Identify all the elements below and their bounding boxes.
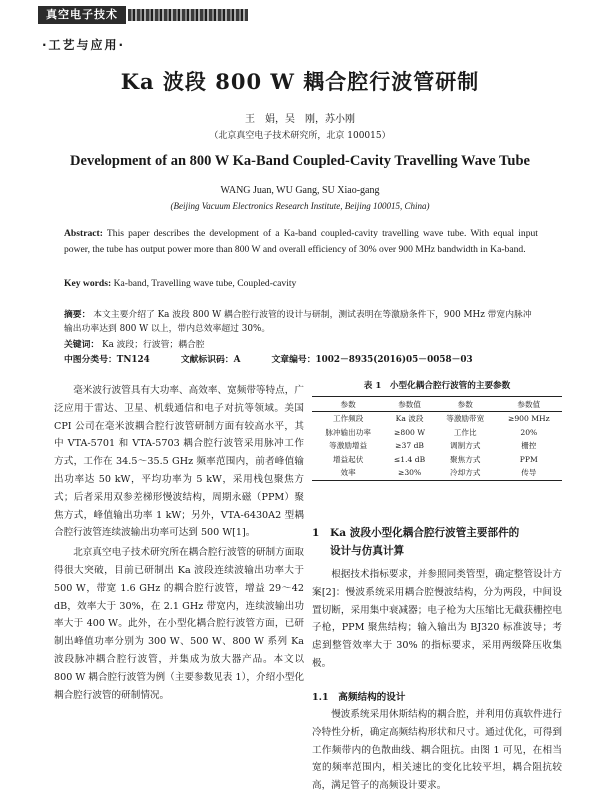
table-cell: 效率 — [340, 468, 356, 478]
subsection-heading: 1.1 高频结构的设计 — [312, 692, 406, 703]
table-cell: 20% — [520, 427, 538, 437]
table-row — [312, 412, 562, 426]
table-cell: 等激励增益 — [329, 441, 368, 451]
table-cell: ≥800 W — [394, 427, 426, 437]
table-cell: 冷却方式 — [450, 468, 481, 478]
table-header: 参数值 — [384, 397, 435, 412]
section-heading — [312, 524, 562, 560]
table-row — [312, 466, 562, 480]
table-header: 参数值 — [496, 397, 562, 412]
cn-class-no: 中图分类号：TN124 — [64, 355, 150, 365]
journal-header-pattern — [128, 9, 248, 21]
en-keywords — [64, 276, 538, 292]
table-row — [312, 453, 562, 467]
en-affiliation: (Beijing Vacuum Electronics Research Institute, Beijing 100015, China) — [170, 201, 430, 211]
table-cell: 调制方式 — [450, 441, 481, 451]
cn-keywords-label: 关键词： — [64, 340, 100, 350]
section-label: ·工艺与应用· — [42, 38, 126, 52]
table-cell: 栅控 — [521, 441, 537, 451]
table-cell: 增益起伏 — [332, 454, 364, 464]
cn-affiliation: （北京真空电子技术研究所，北京 100015） — [209, 131, 391, 141]
table-cell: ≤1.4 dB — [393, 454, 426, 464]
table-cell: ≥30% — [397, 468, 422, 478]
table-header: 参数 — [435, 397, 496, 412]
cn-abstract-text: 本文主要介绍了 Ka 波段 800 W 耦合腔行波管的设计与研制，测试表明在等激励条件下，900 MHz 带宽内脉冲输出功率达到 800 W 以上，带内总效率超过 30%。 — [64, 310, 532, 334]
en-keywords-label: Key words: — [64, 278, 112, 289]
table-caption: 表 1 小型化耦合腔行波管的主要参数 — [363, 381, 511, 391]
en-keywords-text: Ka-band, Travelling wave tube, Coupled-cavity — [113, 278, 297, 289]
cn-article-no: 文章编号：1002－8935(2016)05－0058－03 — [271, 355, 473, 365]
cn-doc-code: 文献标识码：A — [180, 355, 241, 365]
cn-abstract-label: 摘要： — [64, 310, 91, 320]
en-abstract-label: Abstract: — [64, 228, 103, 239]
cn-abstract — [64, 308, 538, 336]
en-abstract-text: This paper describes the development of a Ka-band coupled-cavity travelling wave tube. With equal input power, the tube has output power more than 800 W and overall efficiency of 30% over 900 MHz bandwidth in Ka-band. — [64, 228, 538, 255]
table-header: 参数 — [312, 397, 384, 412]
table-cell: 聚焦方式 — [450, 454, 481, 464]
table-cell: 工作比 — [453, 427, 477, 437]
table-cell: 工作频段 — [332, 414, 364, 424]
cn-authors: 王 娟，吴 刚，苏小刚 — [245, 114, 355, 125]
body-paragraph: 慢波系统采用休斯结构的耦合腔，并利用仿真软件进行冷特性分析，确定高频结构形状和尺寸。通过优化，可得到工作频带内的色散曲线、耦合阻抗。由图 1 可见，在相当宽的频率范围内，相关速比的变化比较平坦，耦合阻抗较高，满足管子的高频设计要求。 — [312, 709, 562, 792]
en-abstract — [64, 226, 538, 258]
en-title: Development of an 800 W Ka-Band Coupled-Cavity Travelling Wave Tube — [70, 153, 530, 169]
cn-title: Ka 波段 800 W 耦合腔行波管研制 — [120, 69, 480, 94]
table-cell: 脉冲输出功率 — [325, 427, 371, 437]
body-paragraph: 根据技术指标要求，并参照同类管型，确定整管设计方案[2]：慢波系统采用耦合腔慢波结构，分为两段，中间设置切断，采用集中衰减器；电子枪为大压缩比无截获栅控电子枪，PPM 聚焦结构；输入输出为 BJ320 标准波导；考虑到整管效率大于 30% 的指标要求，采用两级降压收集极。 — [312, 569, 562, 669]
en-authors: WANG Juan, WU Gang, SU Xiao-gang — [220, 185, 380, 196]
body-paragraph: 北京真空电子技术研究所在耦合腔行波管的研制方面取得很大突破，目前已研制出 Ka 波段连续波输出功率大于 500 W，带宽 1.6 GHz 的耦合腔行波管，增益 29～42 dB，效率大于 30%，在 2.1 GHz 带宽内，连续波输出功率大于 400 W。此外，在小型化耦合腔行波管方面，已研制出峰值功率分别为 300 W、500 W、800 W 系列 Ka 波段脉冲耦合腔行波管，并集成为放大器产品。本文以 800 W 耦合腔行波管为例（主要参数见表 1），介绍小型化耦合腔行波管的研制情况。 — [54, 547, 304, 701]
cn-keywords — [64, 338, 538, 352]
table-row — [312, 439, 562, 453]
table-cell: Ka 波段 — [395, 414, 424, 424]
table-cell: PPM — [519, 454, 538, 464]
journal-name: 真空电子技术 — [38, 6, 126, 24]
params-table — [312, 396, 562, 481]
table-header-row — [312, 397, 562, 412]
left-column — [54, 382, 304, 706]
table-cell: ≥900 MHz — [507, 414, 550, 424]
cn-identifiers — [64, 353, 538, 367]
section-title-line2: 设计与仿真计算 — [330, 545, 405, 557]
section-title-line1: Ka 波段小型化耦合腔行波管主要部件的 — [330, 527, 520, 539]
table-cell: ≥37 dB — [395, 441, 425, 451]
body-paragraph: 毫米波行波管具有大功率、高效率、宽频带等特点，广泛应用于雷达、卫星、机载通信和电子对抗等领域。美国 CPI 公司在毫米波耦合腔行波管研制方面有较高水平，其中 VTA-5701 和 VTA-5703 耦合腔行波管采用脉冲工作方式，工作在 34.5～35.5 GHz 频率范围内，前者峰值输出功率达 50 kW，平均功率为 5 kW，采用栈包聚焦方式；后者采用双参差梯形慢波结构，周期永磁（PPM）聚焦方式，峰值输出功率 1 kW；另外，VTA-6430A2 型耦合腔行波管连续波输出功率可达到 500 W[1]。 — [54, 385, 304, 539]
section-number: 1 — [312, 527, 320, 539]
table-cell: 传导 — [521, 468, 537, 478]
table-row — [312, 426, 562, 440]
journal-header — [38, 6, 248, 24]
cn-keywords-text: Ka 波段；行波管；耦合腔 — [102, 340, 205, 350]
table-cell: 等激励带宽 — [446, 414, 485, 424]
